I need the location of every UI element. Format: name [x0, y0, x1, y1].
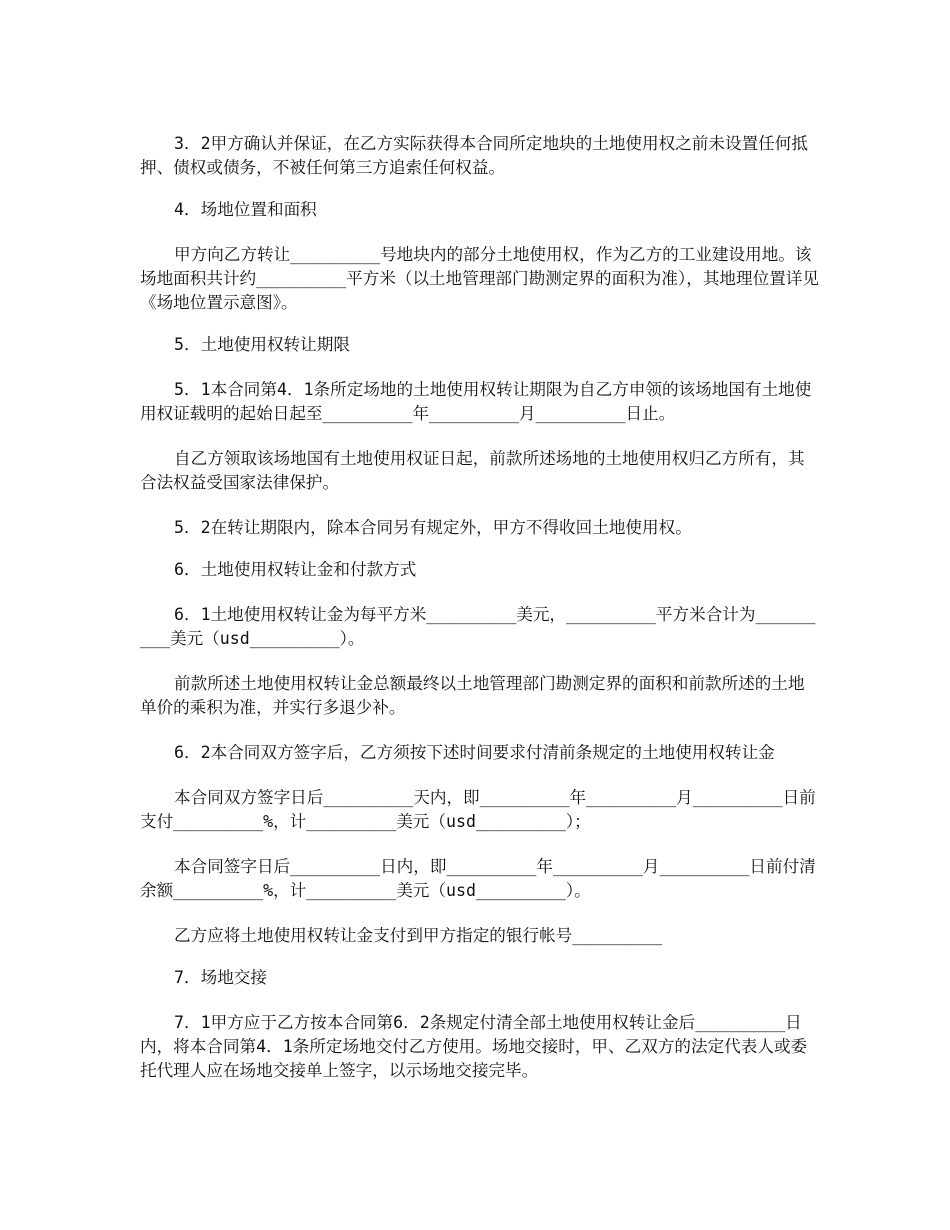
clause-6-1-continued: 前款所述土地使用权转让金总额最终以土地管理部门勘测定界的面积和前款所述的土地单价的乘积为准，并实行多退少补。	[140, 674, 805, 717]
clause-6-2-first-payment: 本合同双方签字日后_________天内，即_________年_________月_________日前支付_________%，计_________美元（usd_________）；	[140, 788, 816, 831]
heading-5-transfer-term: 5．土地使用权转让期限	[174, 335, 350, 354]
clause-4-1: 甲方向乙方转让_________号地块内的部分土地使用权，作为乙方的工业建设用地。该场地面积共计约_________平方米（以土地管理部门勘测定界的面积为准），其地理位置详见《场地位置示意图》。	[140, 245, 819, 312]
clause-6-2-bank-account: 乙方应将土地使用权转让金支付到甲方指定的银行帐号_________	[174, 926, 663, 945]
clause-6-2-balance-payment: 本合同签字日后_________日内，即_________年_________月_________日前付清余额_________%，计_________美元（usd_________）。	[140, 857, 816, 900]
heading-6-transfer-fee: 6．土地使用权转让金和付款方式	[174, 560, 417, 579]
document-page	[140, 132, 820, 1083]
clause-7-1: 7．1甲方应于乙方按本合同第6．2条规定付清全部土地使用权转让金后_________日内，将本合同第4．1条所定场地交付乙方使用。场地交接时，甲、乙双方的法定代表人或委托代理人应在场地交接单上签字，以示场地交接完毕。	[140, 1013, 808, 1080]
clause-5-1-continued: 自乙方领取该场地国有土地使用权证日起，前款所述场地的土地使用权归乙方所有，其合法权益受国家法律保护。	[140, 449, 805, 492]
heading-7-site-handover: 7．场地交接	[174, 968, 267, 987]
clause-6-2: 6．2本合同双方签字后，乙方须按下述时间要求付清前条规定的土地使用权转让金	[174, 743, 775, 762]
clause-6-1: 6．1土地使用权转让金为每平方米_________美元，_________平方米合计为_________美元（usd_________）。	[140, 605, 816, 648]
clause-5-1: 5．1本合同第4．1条所定场地的土地使用权转让期限为自乙方申领的该场地国有土地使用权证载明的起始日起至_________年_________月_________日止。	[140, 380, 812, 423]
clause-3-2: 3．2甲方确认并保证，在乙方实际获得本合同所定地块的土地使用权之前未设置任何抵押、债权或债务，不被任何第三方追索任何权益。	[140, 134, 808, 177]
heading-4-site-location: 4．场地位置和面积	[174, 200, 317, 219]
clause-5-2: 5．2在转让期限内，除本合同另有规定外，甲方不得收回土地使用权。	[174, 518, 692, 537]
